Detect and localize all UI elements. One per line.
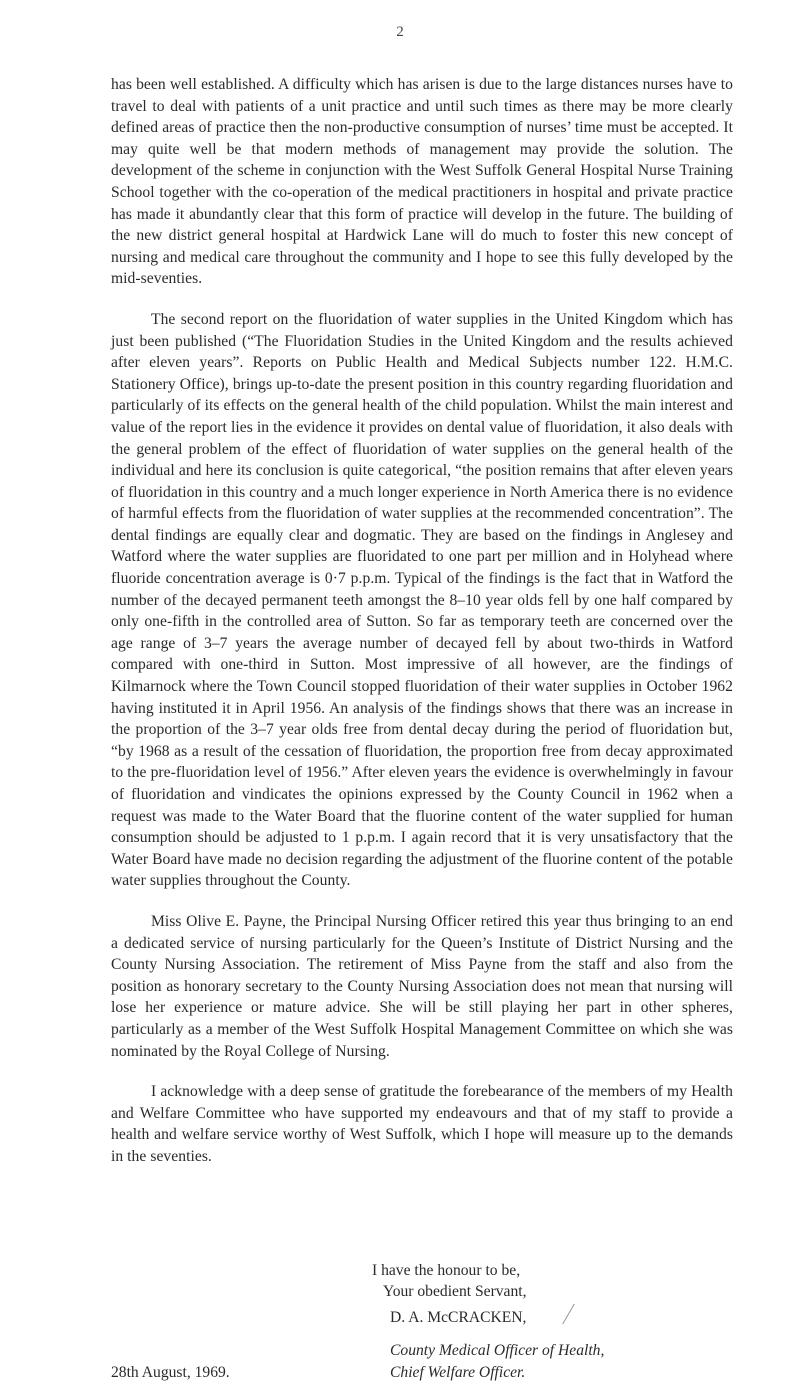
closing-honour: I have the honour to be, — [372, 1262, 521, 1279]
signatory-title-2: Chief Welfare Officer. — [390, 1364, 526, 1381]
letter-body — [111, 74, 733, 1187]
paragraph-retirement: Miss Olive E. Payne, the Principal Nursing Officer retired this year thus bringing to an end a dedicated service of nursing particularly for the Queen’s Institute of District Nursing and the County Nursing Association. The retirement of Miss Payne from the staff and also from the position as honorary secretary to the County Nursing Association does not mean that nursing will lose her experience or mature advice. She will be still playing her part in other spheres, particularly as a member of the West Suffolk Hospital Management Committee on which she was nominated by the Royal College of Nursing. — [111, 912, 733, 1060]
signature-name: D. A. McCRACKEN, — [390, 1309, 527, 1326]
paragraph-nursing-practice: has been well established. A difficulty which has arisen is due to the large distances nurses have to travel to deal with patients of a unit practice and until such times as there may be more clearly defined areas of practice then the non-productive consumption of nurses’ time must be accepted. It may quite well be that modern methods of management may provide the solution. The development of the scheme in conjunction with the West Suffolk General Hospital Nurse Training School together with the co-operation of the medical practitioners in hospital and private practice has made it abundantly clear that this form of practice will develop in the future. The building of the new district general hospital at Hardwick Lane will do much to foster this new concept of nursing and medical care throughout the community and I hope to see this fully developed by the mid-seventies. — [111, 76, 733, 288]
paragraph-acknowledgement: I acknowledge with a deep sense of gratitude the forebearance of the members of my Health and Welfare Committee who have supported my endeavours and that of my staff to provide a health and welfare service worthy of West Suffolk, which I hope will measure up to the demands in the seventies. — [111, 1083, 733, 1165]
paragraph-fluoridation: The second report on the fluoridation of water supplies in the United Kingdom which has just been published (“The Fluoridation Studies in the United Kingdom and the results achieved after eleven years”. Reports on Public Health and Medical Subjects number 122. H.M.C. Stationery Office), brings up-to-date the present position in this country regarding fluoridation and particularly of its effects on the general health of the child population. Whilst the main interest and value of the report lies in the evidence it provides on dental value of fluoridation, it also deals with the general problem of the effect of fluoridation of water supplies on the general health of the individual and here its conclusion is quite categorical, “the position remains that after eleven years of fluoridation in this country and a much longer experience in North America there is no evidence of harmful effects from the fluoridation of water supplies at the recommended concentration”. The dental findings are equally clear and dogmatic. They are based on the findings in Anglesey and Watford where the water supplies are fluoridated to one part per million and in Holyhead where fluoride concentration average is 0·7 p.p.m. Typical of the findings is the fact that in Watford the number of the decayed permanent teeth amongst the 8–10 year olds fell by one half compared by only one-fifth in the controlled area of Sutton. So far as temporary teeth are concerned over the age range of 3–7 years the average number of decayed fell by about two-thirds in Watford compared with one-third in Sutton. Most impressive of all however, are the findings of Kilmarnock where the Town Council stopped fluoridation of their water supplies in October 1962 having instituted it in April 1956. An analysis of the findings shows that there was an increase in the proportion of the 3–7 year olds free from dental decay during the period of fluoridation but, “by 1968 as a result of the cessation of fluoridation, the proportion free from decay approximated to the pre-fluoridation level of 1956.” After eleven years the evidence is overwhelmingly in favour of fluoridation and vindicates the opinions expressed by the County Council in 1962 when a request was made to the Water Board that the fluorine content of the water supplied for human consumption should be adjusted to 1 p.p.m. I again record that it is very unsatisfactory that the Water Board have made no decision regarding the adjustment of the fluorine content of the potable water supplies throughout the County. — [111, 310, 733, 890]
letter-date: 28th August, 1969. — [111, 1364, 230, 1381]
closing-servant: Your obedient Servant, — [383, 1283, 527, 1300]
signatory-title-1: County Medical Officer of Health, — [390, 1342, 605, 1359]
page-number: 2 — [396, 24, 404, 40]
pen-mark — [562, 1304, 583, 1324]
